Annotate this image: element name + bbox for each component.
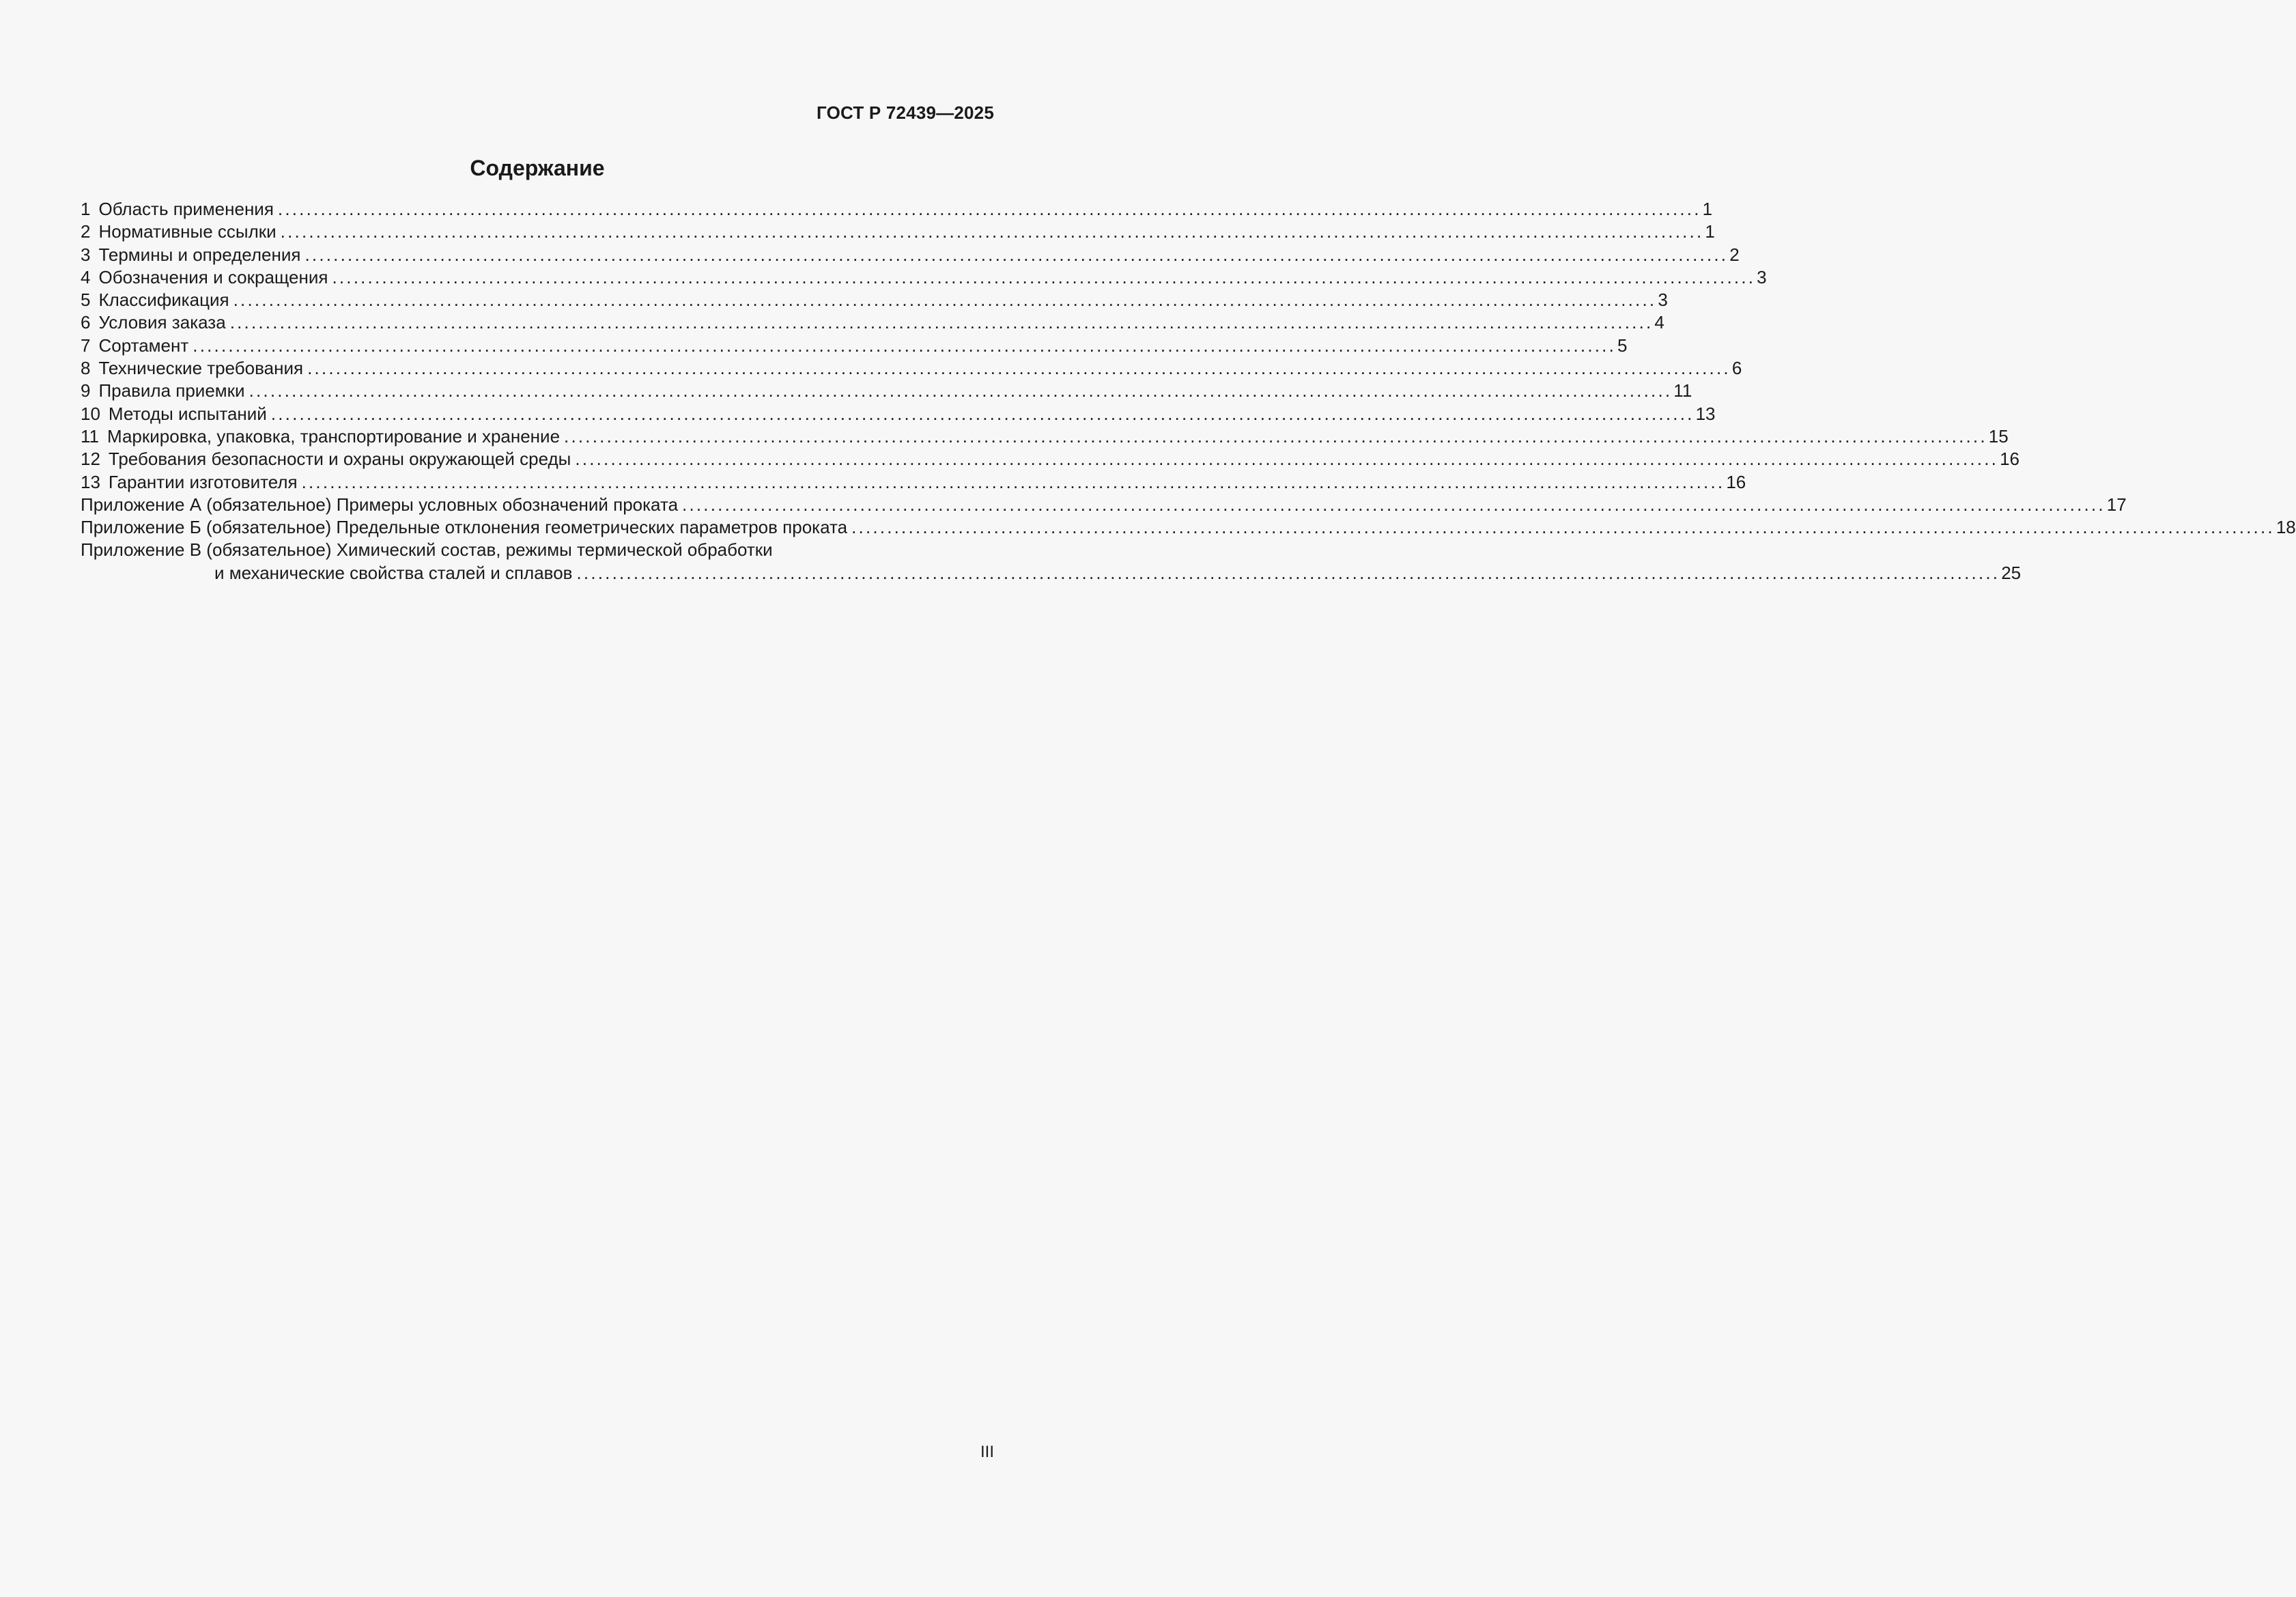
toc-entry-title: Обозначения и сокращения	[98, 266, 328, 287]
dot-leader: ........................................................................................................................................................................................................	[249, 380, 1673, 401]
toc-entry[interactable]	[81, 311, 1664, 334]
toc-entry-number: 9	[81, 380, 91, 401]
toc-entry-number: 7	[81, 335, 91, 356]
toc-entry-page: 11	[1673, 380, 1692, 401]
dot-leader: ........................................................................................................................................................................................................	[280, 221, 1704, 242]
dot-leader: ........................................................................................................................................................................................................	[307, 358, 1731, 379]
toc-entry-number: 4	[81, 266, 91, 287]
dot-leader: ........................................................................................................................................................................................................	[564, 425, 1987, 447]
toc-entry-number: 13	[81, 471, 100, 492]
toc-entry-title: Правила приемки	[98, 380, 245, 401]
toc-entry-page: 3	[1658, 289, 1668, 311]
toc-appendix-v-continuation[interactable]	[81, 562, 2022, 584]
toc-entry-title: Маркировка, упаковка, транспортирование и хранение	[107, 425, 561, 447]
toc-entry[interactable]	[81, 198, 1713, 221]
toc-entry-page: 16	[2000, 449, 2019, 470]
toc-entry-page: 15	[1988, 425, 2009, 447]
toc-entry-page: 4	[1654, 312, 1664, 333]
document-code: ГОСТ Р 72439—2025	[817, 102, 994, 123]
page-number: III	[980, 1443, 994, 1461]
toc-appendix-page: 17	[2106, 494, 2127, 515]
dot-leader: ........................................................................................................................................................................................................	[270, 403, 1695, 424]
toc-entry-title: Гарантии изготовителя	[108, 471, 298, 492]
toc-entry[interactable]	[81, 221, 1715, 243]
table-of-contents	[81, 198, 2296, 584]
toc-entry-page: 5	[1617, 335, 1628, 356]
dot-leader: ........................................................................................................................................................................................................	[193, 335, 1617, 356]
toc-entry-number: 3	[81, 244, 91, 265]
toc-appendix-title: Приложение А (обязательное) Примеры условных обозначений проката	[81, 494, 679, 515]
toc-appendix-v[interactable]	[81, 539, 994, 561]
toc-entry-number: 8	[81, 358, 91, 379]
toc-entry-page: 13	[1695, 403, 1716, 424]
toc-entry[interactable]	[81, 403, 1716, 425]
dot-leader: ........................................................................................................................................................................................................	[229, 312, 1654, 333]
toc-entry[interactable]	[81, 244, 1740, 266]
dot-leader: ........................................................................................................................................................................................................	[233, 289, 1657, 311]
toc-entry-title: Термины и определения	[98, 244, 301, 265]
toc-appendix-b[interactable]	[81, 516, 2296, 539]
toc-entry[interactable]	[81, 448, 2019, 470]
toc-appendix-title: Приложение В (обязательное) Химический состав, режимы термической обработки	[81, 539, 773, 561]
toc-entry-page: 6	[1731, 358, 1742, 379]
toc-entry-title: Классификация	[98, 289, 229, 311]
toc-entry-page: 1	[1705, 221, 1715, 242]
toc-appendix-page: 18	[2276, 517, 2296, 538]
toc-entry-page: 16	[1726, 471, 1746, 492]
toc-title: Содержание	[470, 156, 605, 180]
toc-entry-title: Требования безопасности и охраны окружающей среды	[108, 449, 571, 470]
toc-entry-number: 2	[81, 221, 91, 242]
dot-leader: ........................................................................................................................................................................................................	[575, 449, 1999, 470]
toc-appendix-page: 25	[2001, 562, 2022, 583]
toc-entry[interactable]	[81, 380, 1692, 402]
toc-entry-title: Сортамент	[98, 335, 189, 356]
toc-appendix-title-continuation: и механические свойства сталей и сплавов	[214, 562, 573, 583]
toc-entry-page: 1	[1702, 199, 1713, 219]
toc-appendix-title: Приложение Б (обязательное) Предельные отклонения геометрических параметров проката	[81, 517, 848, 538]
dot-leader: ........................................................................................................................................................................................................	[301, 471, 1725, 492]
dot-leader: ........................................................................................................................................................................................................	[851, 517, 2275, 538]
dot-leader: ........................................................................................................................................................................................................	[576, 562, 2000, 583]
toc-entry-title: Методы испытаний	[108, 403, 267, 424]
toc-entry[interactable]	[81, 471, 1746, 494]
dot-leader: ........................................................................................................................................................................................................	[304, 244, 1729, 265]
toc-entry-title: Нормативные ссылки	[98, 221, 277, 242]
toc-appendix-a[interactable]	[81, 494, 2127, 516]
toc-entry-number: 12	[81, 449, 100, 470]
toc-entry-page: 3	[1757, 266, 1767, 287]
toc-entry-title: Область применения	[98, 199, 274, 219]
toc-entry[interactable]	[81, 425, 2009, 448]
toc-entry-number: 1	[81, 199, 91, 219]
dot-leader: ........................................................................................................................................................................................................	[682, 494, 2106, 515]
toc-entry[interactable]	[81, 289, 1668, 311]
dot-leader: ........................................................................................................................................................................................................	[332, 266, 1756, 287]
toc-entry-title: Условия заказа	[98, 312, 226, 333]
dot-leader: ........................................................................................................................................................................................................	[277, 199, 1701, 219]
toc-entry-page: 2	[1729, 244, 1740, 265]
toc-entry[interactable]	[81, 335, 1628, 357]
toc-entry-number: 5	[81, 289, 91, 311]
toc-entry[interactable]	[81, 266, 1767, 289]
toc-entry-title: Технические требования	[98, 358, 304, 379]
toc-entry-number: 11	[81, 425, 99, 447]
toc-entry-number: 6	[81, 312, 91, 333]
toc-entry[interactable]	[81, 357, 1742, 380]
toc-entry-number: 10	[81, 403, 100, 424]
